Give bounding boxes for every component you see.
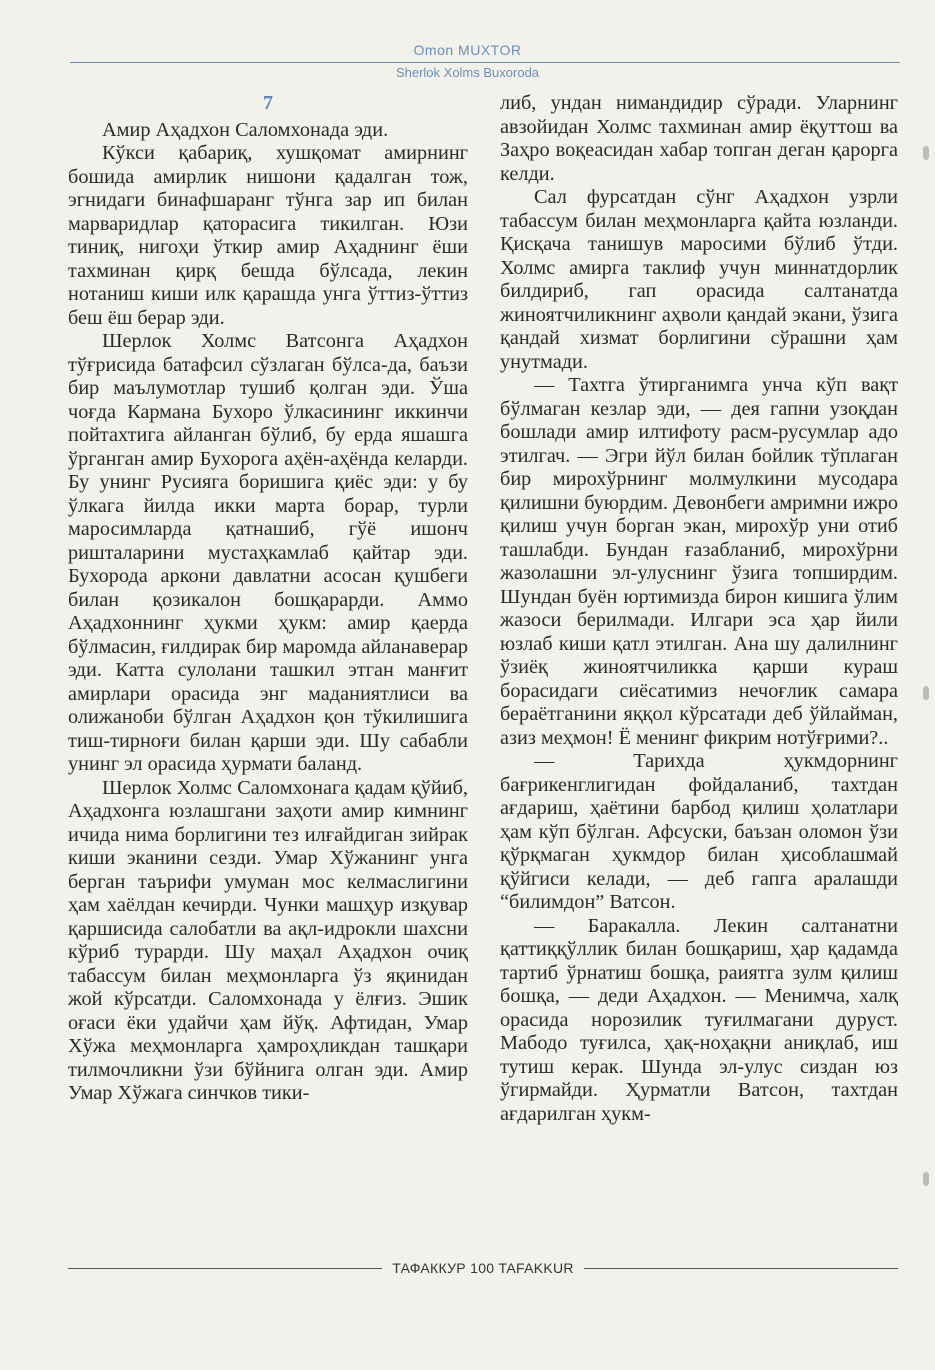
paragraph: Шерлок Холмс Саломхонага қадам қўйиб, Аҳадхонга юзлашгани заҳоти амир кимнинг ичида нима борлигини тез илғайдиган зийрак киши эканини сезди. Умар Хўжанинг унга берган таърифи умуман мос келмаслигини ҳам хаёлдан кечирди. Чунки машҳур изқувар қаршисида салобатли ва ақл-идрокли шахсни кўриб турарди. Шу маҳал Аҳадхон очиқ табассум билан меҳмонларга ўз яқинидан жой кўрсатди. Саломхонада у ёлғиз. Эшик оғаси ёки удайчи ҳам йўқ. Афтидан, Умар Хўжа меҳмонларга ҳамроҳликдан ташқари тилмочликни ўзи бўйнига олган эди. Амир Умар Хўжага синчков тики- xyxy=(68,776,468,1104)
paragraph: либ, ундан нимандидир сўради. Уларнинг авзойидан Холмс тахминан амир ёқуттош ва Заҳро воқеасидан хабар топган деган қарорга келди. xyxy=(500,92,898,185)
right-text-column xyxy=(500,92,898,1126)
binding-hole xyxy=(923,1172,929,1186)
left-text-column xyxy=(68,92,468,1106)
paragraph: — Тарихда ҳукмдорнинг бағрикенглигидан фойдаланиб, тахтдан ағдариш, ҳаётини барбод қилиш ҳолатлари ҳам кўп бўлган. Афсуски, баъзан оломон ўзи қўрқмаган ҳукмдор билан ҳисоблашмай қўйгиси келади, — деб гапга аралашди “билимдон” Ватсон. xyxy=(500,750,898,913)
header-rule xyxy=(70,62,900,63)
page-footer xyxy=(68,1258,898,1278)
running-header-title: Sherlok Xolms Buxoroda xyxy=(395,65,540,80)
paragraph: Амир Аҳадхон Саломхонада эди. xyxy=(102,118,389,141)
binding-hole xyxy=(923,146,929,160)
footer-rule-right xyxy=(584,1268,898,1269)
paragraph: — Баракалла. Лекин салтанатни қаттиққўллик билан бошқариш, ҳар қадамда тартиб ўрнатиш бошқа, раиятга зулм қилиш бошқа, — деди Аҳадхон. — Менимча, халқ орасида норозилик туғилмагани дуруст. Мабодо туғилса, ҳақ-ноҳақни аниқлаб, иш тутиш керак. Шунда эл-улус сиздан юз ўгирмайди. Ҳурматли Ватсон, тахтдан ағдарилган ҳукм- xyxy=(500,914,898,1125)
paragraph: Кўкси қабариқ, хушқомат амирнинг бошида амирлик нишони қадалган тож, эгнидаги бинафшаранг тўнга зар ип билан марваридлар қаторасига тикилган. Юзи тиниқ, нигоҳи ўткир амир Аҳаднинг ёши тахминан қирқ бешда бўлсада, лекин нотаниш киши илк қарашда унга ўттиз-ўттиз беш ёш берар эди. xyxy=(68,142,468,329)
binding-hole xyxy=(923,686,929,700)
running-header-author: Omon MUXTOR xyxy=(413,42,522,58)
chapter-number: 7 xyxy=(263,92,273,114)
paragraph: Сал фурсатдан сўнг Аҳадхон узрли табассум билан меҳмонларга қайта юзланди. Қисқача танишув маросими бўлиб ўтди. Холмс амирга таклиф учун миннатдорлик билдириб, гап орасида салтанатда жиноятчиликнинг аҳволи қандай экани, ўзига қандай хизмат борлигини сўрашни ҳам унутмади. xyxy=(500,186,898,373)
footer-rule-left xyxy=(68,1268,382,1269)
paragraph: — Тахтга ўтирганимга унча кўп вақт бўлмаган кезлар эди, — дея гапни узоқдан бошлади амир илтифоту расм-русумлар адо этилгач. — Эгри йўл билан бойлик тўплаган бир мирохўрнинг молмулкини мусодара қилишни буюрдим. Девонбеги амримни ижро қилиш учун борган экан, мирохўр уни отиб ташлабди. Бундан ғазабланиб, мирохўрни жазолашни эл-улуснинг ўзига топширдим. Шундан буён юртимизда бирон кишига ўлим жазоси берилмади. Илгари эса ҳар йили юзлаб киши қатл этилган. Ана шу далилнинг ўзиёқ жиноятчиликка қарши кураш борасидаги сиёсатимиз нечоғлик самара бераётганини яққол кўрсатади деб ўйлайман, азиз меҳмон! Ё менинг фикрим нотўғрими?.. xyxy=(500,374,898,749)
paragraph: Шерлок Холмс Ватсонга Аҳадхон тўғрисида батафсил сўзлаган бўлса-да, баъзи бир маълумотлар тушиб қолган эди. Ўша чоғда Кармана Бухоро ўлкасининг иккинчи пойтахтига айланган бўлиб, бу ерда яшашга ўрганган амир Бухорога аҳён-аҳёнда келарди. Бу унинг Русияга боришига қиёс эди: у бу ўлкага йилда икки марта борар, турли маросимларда қатнашиб, гўё ишонч риштaларини мустаҳкамлаб қайтар эди. Бухорода аркони давлатни асосан қушбеги билан қозикалон бошқарарди. Аммо Аҳадхоннинг ҳукми ҳукм: амир қаерда бўлмасин, ғилдирак бир маромда айланаверар эди. Катта сулолани ташкил этган манғит амирлари орасида энг маданиятлиси ва олижаноби бўлган Аҳадхон қон тўкилишига тиш-тирноғи билан қарши эди. Шу сабабли унинг эл орасида ҳурмати баланд. xyxy=(68,330,468,775)
footer-label: ТАФАККУР 100 TAFAKKUR xyxy=(392,1260,574,1276)
